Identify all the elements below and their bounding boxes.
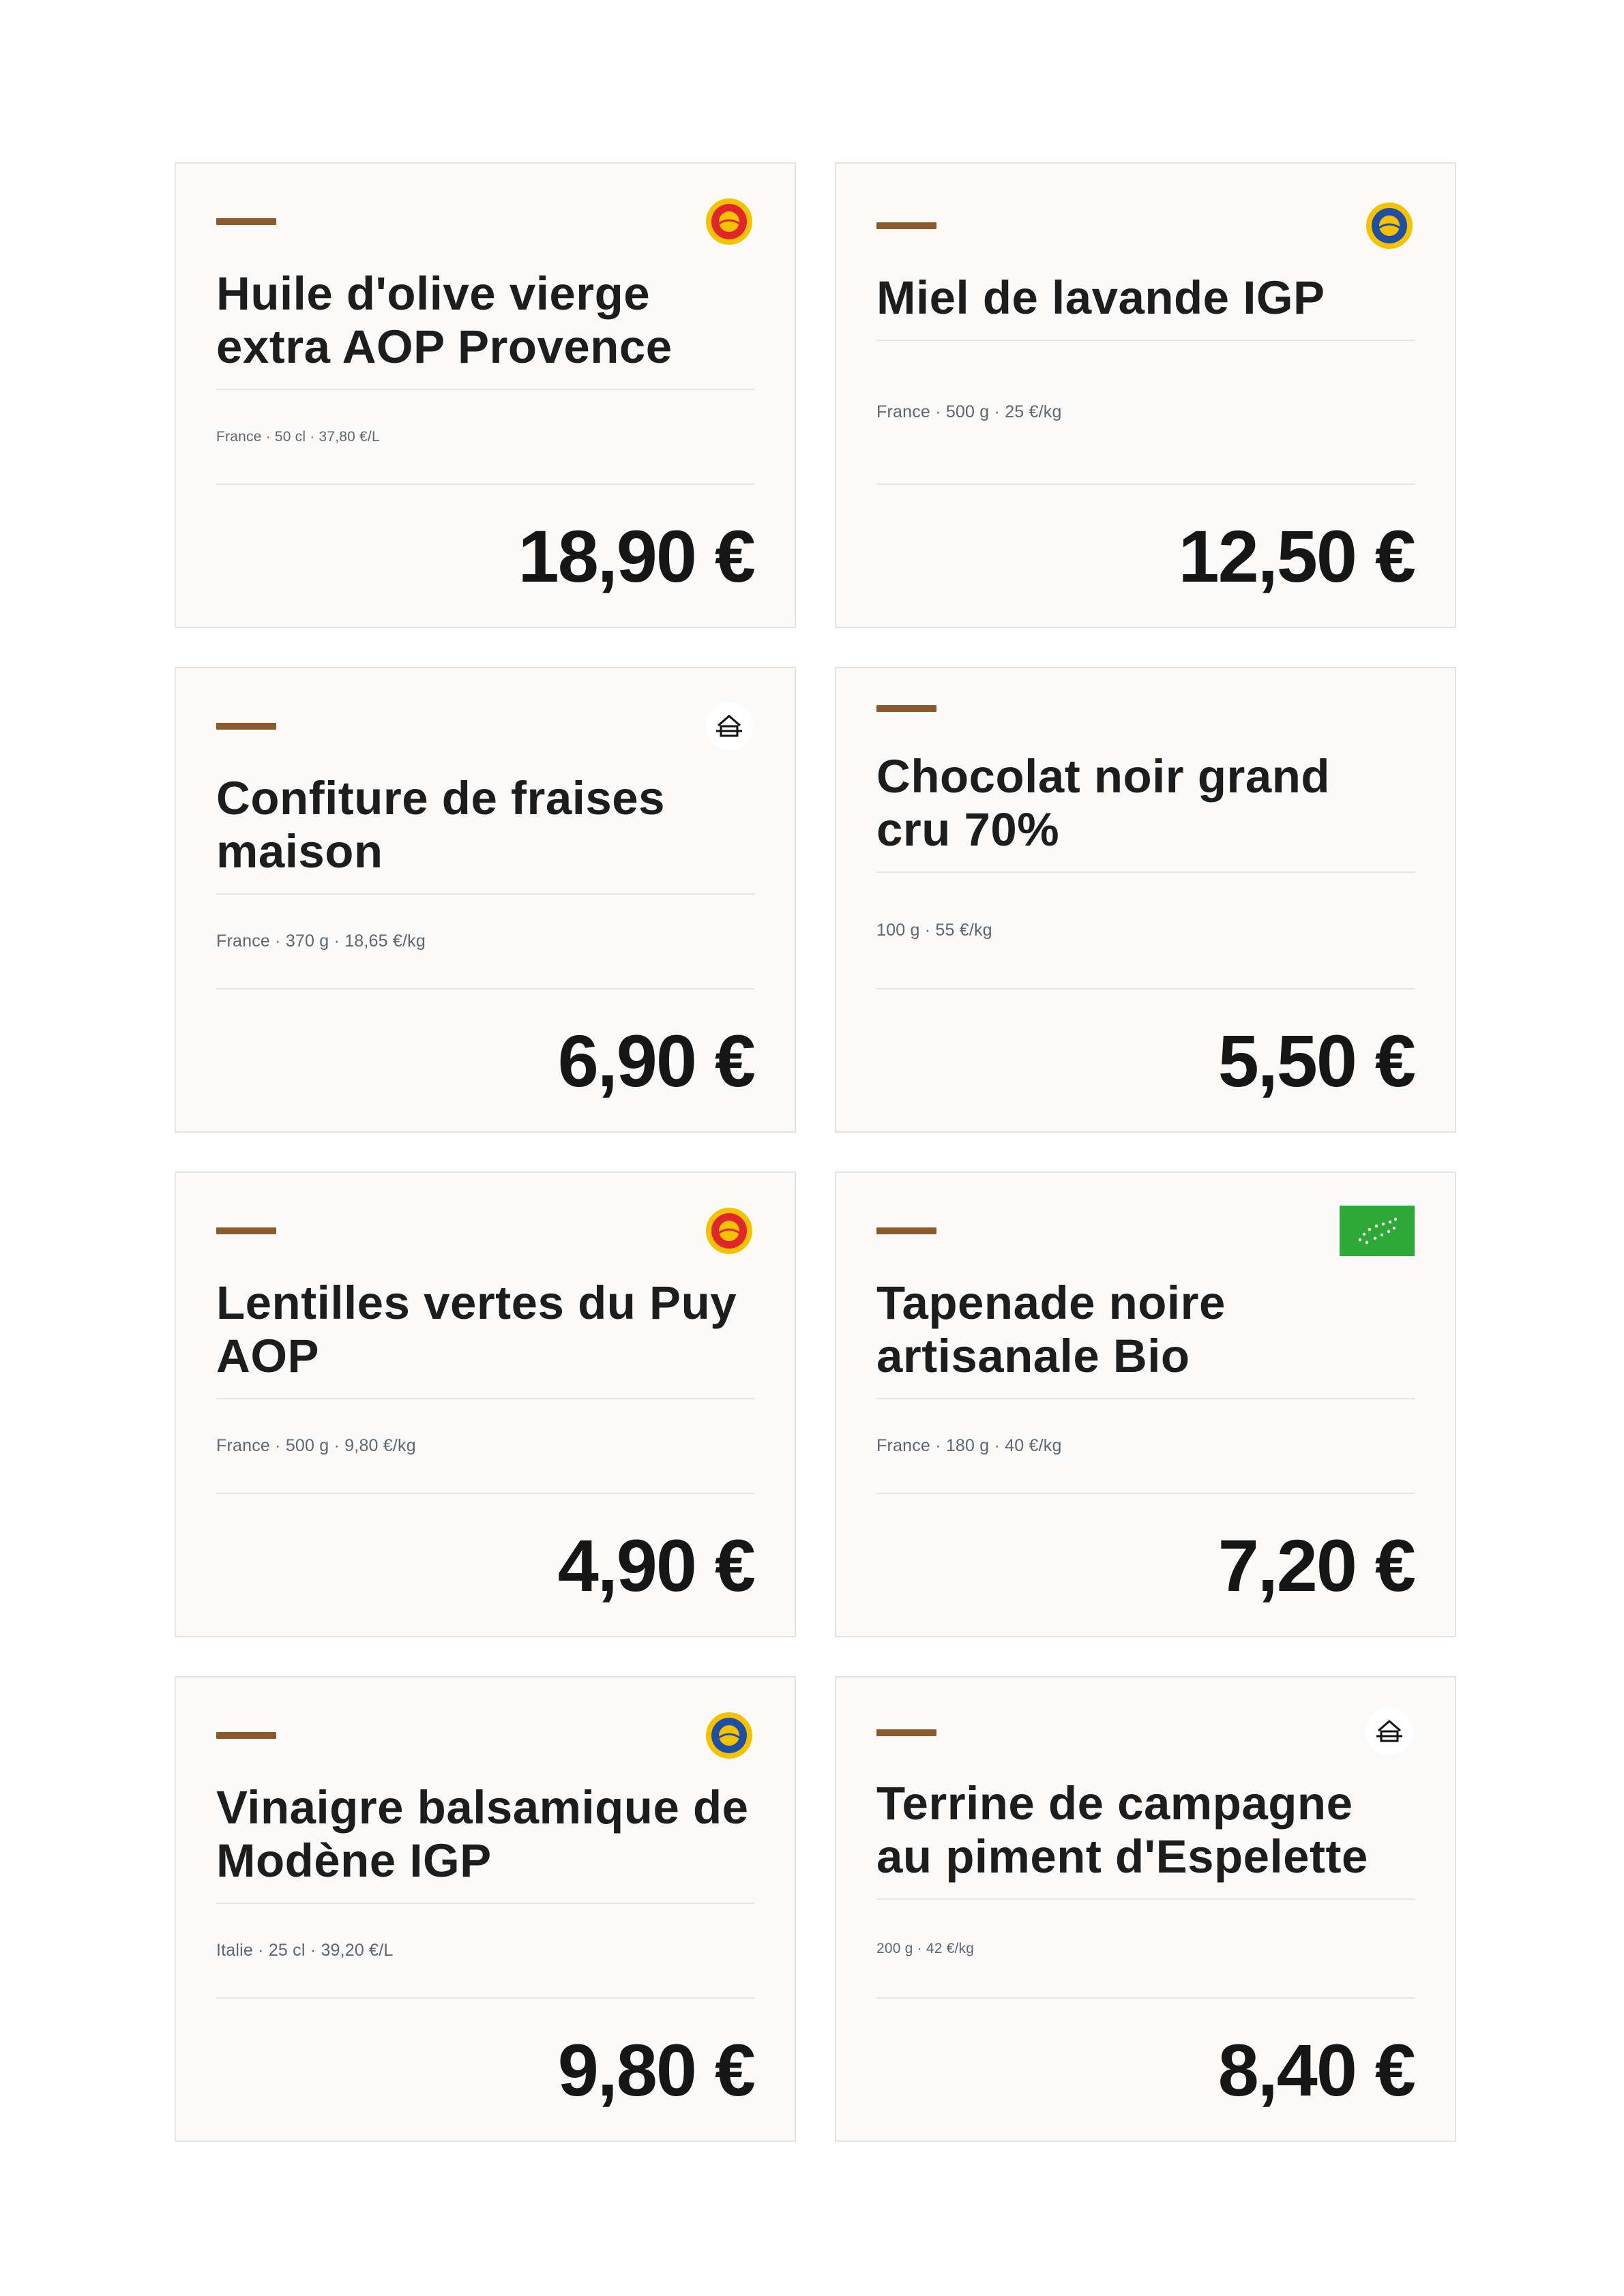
product-meta: France · 50 cl · 37,80 €/L (216, 428, 380, 445)
igp-icon (704, 1710, 754, 1761)
accent-bar (876, 1729, 936, 1736)
product-meta: France · 180 g · 40 €/kg (876, 1436, 1062, 1455)
product-meta: 100 g · 55 €/kg (876, 921, 992, 940)
igp-icon (1364, 200, 1415, 251)
product-price: 5,50 € (1217, 1019, 1415, 1102)
product-title: Huile d'olive vierge extra AOP Provence (216, 240, 754, 390)
product-price: 4,90 € (557, 1523, 754, 1607)
fait-maison-icon (704, 701, 754, 751)
price-label-card (835, 1676, 1456, 2142)
product-title: Confiture de fraises maison (216, 745, 754, 895)
eu-organic-leaf-icon (1340, 1206, 1415, 1256)
price-label-card (835, 667, 1456, 1133)
accent-bar (876, 222, 936, 229)
product-title: Chocolat noir grand cru 70% (876, 723, 1415, 873)
accent-bar (216, 1227, 276, 1234)
product-title: Vinaigre balsamique de Modène IGP (216, 1754, 754, 1904)
aop-icon (704, 196, 754, 247)
product-meta: France · 500 g · 25 €/kg (876, 402, 1062, 421)
product-price: 9,80 € (557, 2028, 754, 2111)
accent-bar (216, 218, 276, 225)
accent-bar (876, 705, 936, 712)
product-title: Tapenade noire artisanale Bio (876, 1249, 1415, 1399)
price-label-card (175, 1172, 796, 1637)
product-meta: 200 g · 42 €/kg (876, 1940, 975, 1956)
price-label-card (175, 1676, 796, 2142)
product-title: Lentilles vertes du Puy AOP (216, 1249, 754, 1399)
price-label-grid (175, 162, 1456, 2142)
price-label-card (175, 667, 796, 1133)
aop-icon (704, 1206, 754, 1256)
product-price: 8,40 € (1217, 2028, 1415, 2111)
product-meta: Italie · 25 cl · 39,20 €/L (216, 1941, 394, 1960)
product-title: Miel de lavande IGP (876, 240, 1415, 341)
accent-bar (216, 723, 276, 730)
fait-maison-icon (1364, 1706, 1415, 1757)
accent-bar (876, 1227, 936, 1234)
product-price: 6,90 € (557, 1019, 754, 1102)
accent-bar (216, 1732, 276, 1739)
product-price: 18,90 € (518, 514, 754, 597)
product-title: Terrine de campagne au piment d'Espelette (876, 1754, 1415, 1900)
product-meta: France · 500 g · 9,80 €/kg (216, 1436, 416, 1455)
price-label-card (835, 1172, 1456, 1637)
price-label-card (175, 162, 796, 628)
product-price: 7,20 € (1217, 1523, 1415, 1607)
product-price: 12,50 € (1178, 514, 1415, 597)
price-label-card (835, 162, 1456, 628)
product-meta: France · 370 g · 18,65 €/kg (216, 931, 426, 951)
